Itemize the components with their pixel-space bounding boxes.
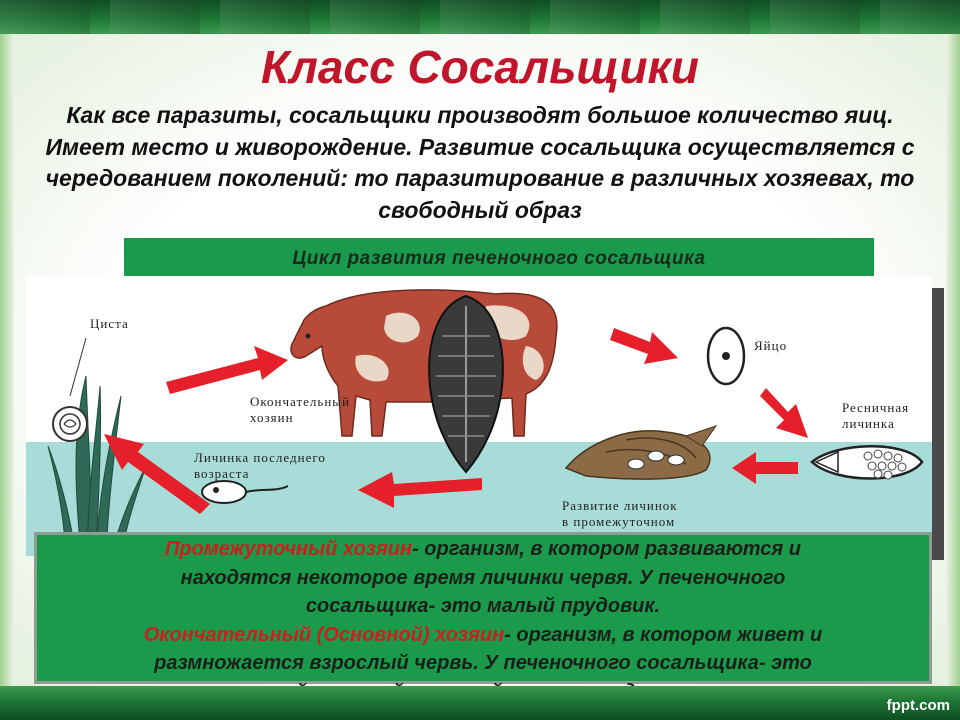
- label-cyst: Циста: [90, 316, 129, 331]
- label-development-line1: Развитие личинок: [562, 498, 678, 513]
- diagram-shadow: [930, 288, 944, 560]
- definition-line-2: находятся некоторое время личинки червя. У печеночного: [180, 566, 786, 589]
- definitive-host-term: Окончательный (Основной) хозяин: [143, 623, 505, 646]
- label-definitive-host-line2: хозяин: [250, 410, 294, 425]
- definition-line-1: [37, 535, 929, 564]
- fppt-logo: fppt.com: [886, 697, 950, 714]
- label-ciliated-line1: Ресничная: [842, 400, 910, 415]
- label-egg: Яйцо: [754, 338, 788, 353]
- egg-icon: [708, 328, 744, 384]
- arrow-cow-to-egg: [610, 328, 678, 364]
- label-last-larva-line1: Личинка последнего: [194, 450, 326, 465]
- label-last-larva-line2: возраста: [194, 466, 250, 481]
- definitive-host-text-1: - организм, в котором живет и: [504, 623, 823, 646]
- life-cycle-diagram: [26, 276, 932, 556]
- label-development-line2: в промежуточном: [562, 514, 676, 529]
- arrow-cyst-to-cow: [166, 346, 288, 394]
- cycle-header: Цикл развития печеночного сосальщика: [124, 238, 874, 276]
- slide-title: Класс Сосальщики: [261, 41, 699, 93]
- life-cycle-illustration: [26, 276, 932, 556]
- label-ciliated-line2: личинка: [842, 416, 895, 431]
- top-frame: [0, 0, 960, 34]
- intermediate-host-term: Промежуточный хозяин: [165, 538, 413, 560]
- arrow-egg-to-larva: [760, 388, 808, 438]
- label-definitive-host-line1: Окончательный: [250, 394, 350, 409]
- pond-snail-illustration: [566, 426, 716, 479]
- definition-line-5: размножается взрослый червь. У печеночного сосальщика- это: [154, 652, 812, 674]
- intro-text: Как все паразиты, сосальщики производят большое количество яиц. Имеет место и живорождение. Развитие сосальщика осуществляется с чередованием поколений: то паразитирование в различных хозяевах, то свободный образ: [45, 102, 915, 223]
- label-ciliated-larva: [842, 400, 909, 432]
- cyst-icon: [53, 407, 87, 441]
- bottom-frame: [0, 686, 960, 720]
- definition-line-4: [37, 621, 929, 650]
- left-frame: [0, 34, 14, 686]
- label-last-larva: [194, 450, 326, 482]
- intermediate-host-text-1: - организм, в котором развиваются и: [412, 538, 801, 560]
- definitions-box: [34, 532, 932, 684]
- label-development: [562, 498, 678, 530]
- right-frame: [946, 34, 960, 686]
- definition-line-3: сосальщика- это малый прудовик.: [305, 595, 661, 617]
- label-definitive-host: [250, 394, 350, 426]
